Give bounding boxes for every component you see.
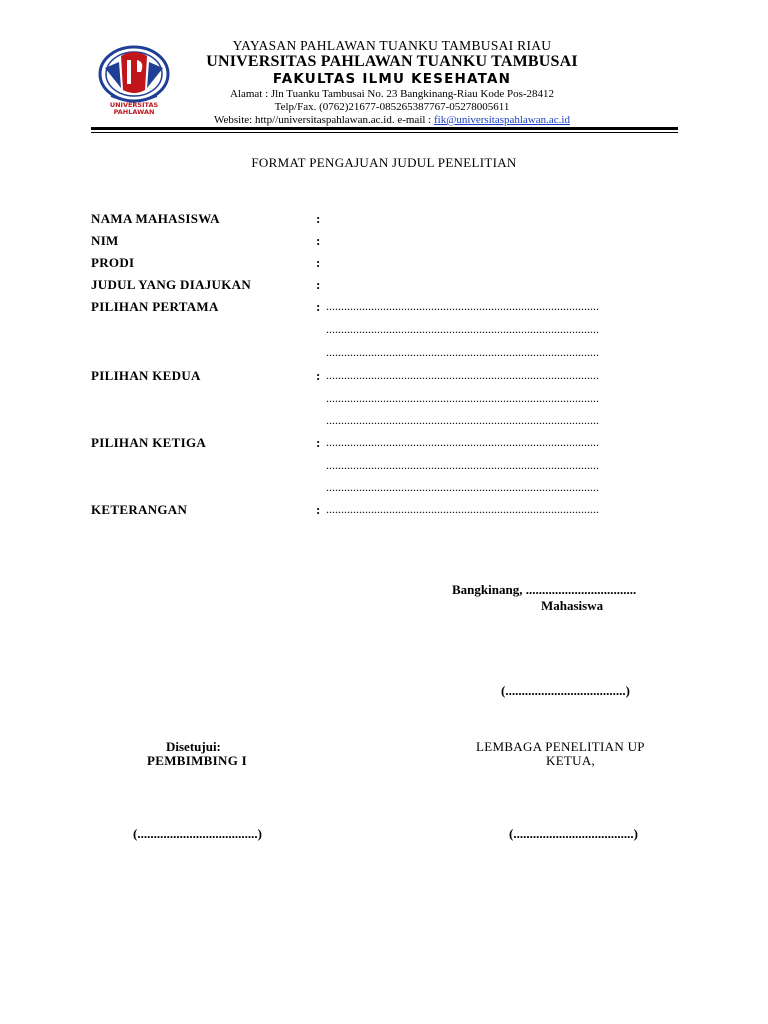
approved-label: Disetujui: bbox=[166, 739, 221, 754]
dotted-line[interactable]: ........................................................................................... bbox=[326, 322, 599, 336]
address: Alamat : Jln Tuanku Tambusai No. 23 Bangkinang-Riau Kode Pos-28412 bbox=[229, 88, 555, 100]
field-label-name: NAMA MAHASISWA bbox=[91, 211, 220, 226]
field-label-third-choice: PILIHAN KETIGA bbox=[91, 435, 207, 450]
supervisor-signature-blank: (.....................................) bbox=[133, 826, 262, 841]
field-colon: : bbox=[316, 277, 321, 292]
foundation-name: YAYASAN PAHLAWAN TUANKU TAMBUSAI RIAU bbox=[232, 38, 552, 53]
head-signature-blank: (.....................................) bbox=[509, 826, 638, 841]
field-colon: : bbox=[316, 299, 321, 314]
website-line bbox=[8, 114, 768, 126]
dotted-line[interactable]: ........................................................................................... bbox=[326, 480, 599, 494]
header-rule-thick bbox=[91, 127, 678, 130]
email-link[interactable]: fik@universitaspahlawan.ac.id bbox=[433, 114, 570, 126]
dotted-line[interactable]: ........................................................................................... bbox=[326, 435, 599, 449]
dotted-line[interactable]: ........................................................................................... bbox=[326, 458, 599, 472]
university-name: UNIVERSITAS PAHLAWAN TUANKU TAMBUSAI bbox=[206, 53, 578, 70]
head-label: KETUA, bbox=[546, 753, 596, 768]
dotted-line[interactable]: ........................................................................................... bbox=[326, 502, 599, 516]
header-rule-thin bbox=[91, 132, 678, 133]
website-text: Website: http//universitaspahlawan.ac.id. e-mail : bbox=[214, 114, 434, 126]
faculty-name: FAKULTAS ILMU KESEHATAN bbox=[272, 71, 512, 87]
dotted-line[interactable]: ........................................................................................... bbox=[326, 413, 599, 427]
field-colon: : bbox=[316, 435, 321, 450]
supervisor-label: PEMBIMBING I bbox=[147, 753, 248, 768]
field-label-title: JUDUL YANG DIAJUKAN bbox=[91, 277, 252, 292]
student-signature-blank: (.....................................) bbox=[501, 683, 630, 698]
form-title: FORMAT PENGAJUAN JUDUL PENELITIAN bbox=[251, 155, 517, 170]
dotted-line[interactable]: ........................................................................................... bbox=[326, 391, 599, 405]
logo-text: UNIVERSITAS PAHLAWAN bbox=[109, 101, 159, 116]
field-colon: : bbox=[316, 211, 321, 226]
field-label-notes: KETERANGAN bbox=[91, 502, 188, 517]
dotted-line[interactable]: ........................................................................................... bbox=[326, 368, 599, 382]
field-colon: : bbox=[316, 368, 321, 383]
field-colon: : bbox=[316, 502, 321, 517]
phone: Telp/Fax. (0762)21677-085265387767-05278005611 bbox=[274, 101, 510, 113]
field-colon: : bbox=[316, 233, 321, 248]
field-label-second-choice: PILIHAN KEDUA bbox=[91, 368, 201, 383]
institute-label: LEMBAGA PENELITIAN UP bbox=[476, 739, 645, 754]
student-label: Mahasiswa bbox=[541, 598, 604, 613]
dotted-line[interactable]: ........................................................................................... bbox=[326, 345, 599, 359]
dotted-line[interactable]: ........................................................................................... bbox=[326, 299, 599, 313]
field-label-first-choice: PILIHAN PERTAMA bbox=[91, 299, 219, 314]
field-label-nim: NIM bbox=[91, 233, 119, 248]
place-date: Bangkinang, .................................. bbox=[452, 582, 637, 597]
field-colon: : bbox=[316, 255, 321, 270]
field-label-prodi: PRODI bbox=[91, 255, 135, 270]
